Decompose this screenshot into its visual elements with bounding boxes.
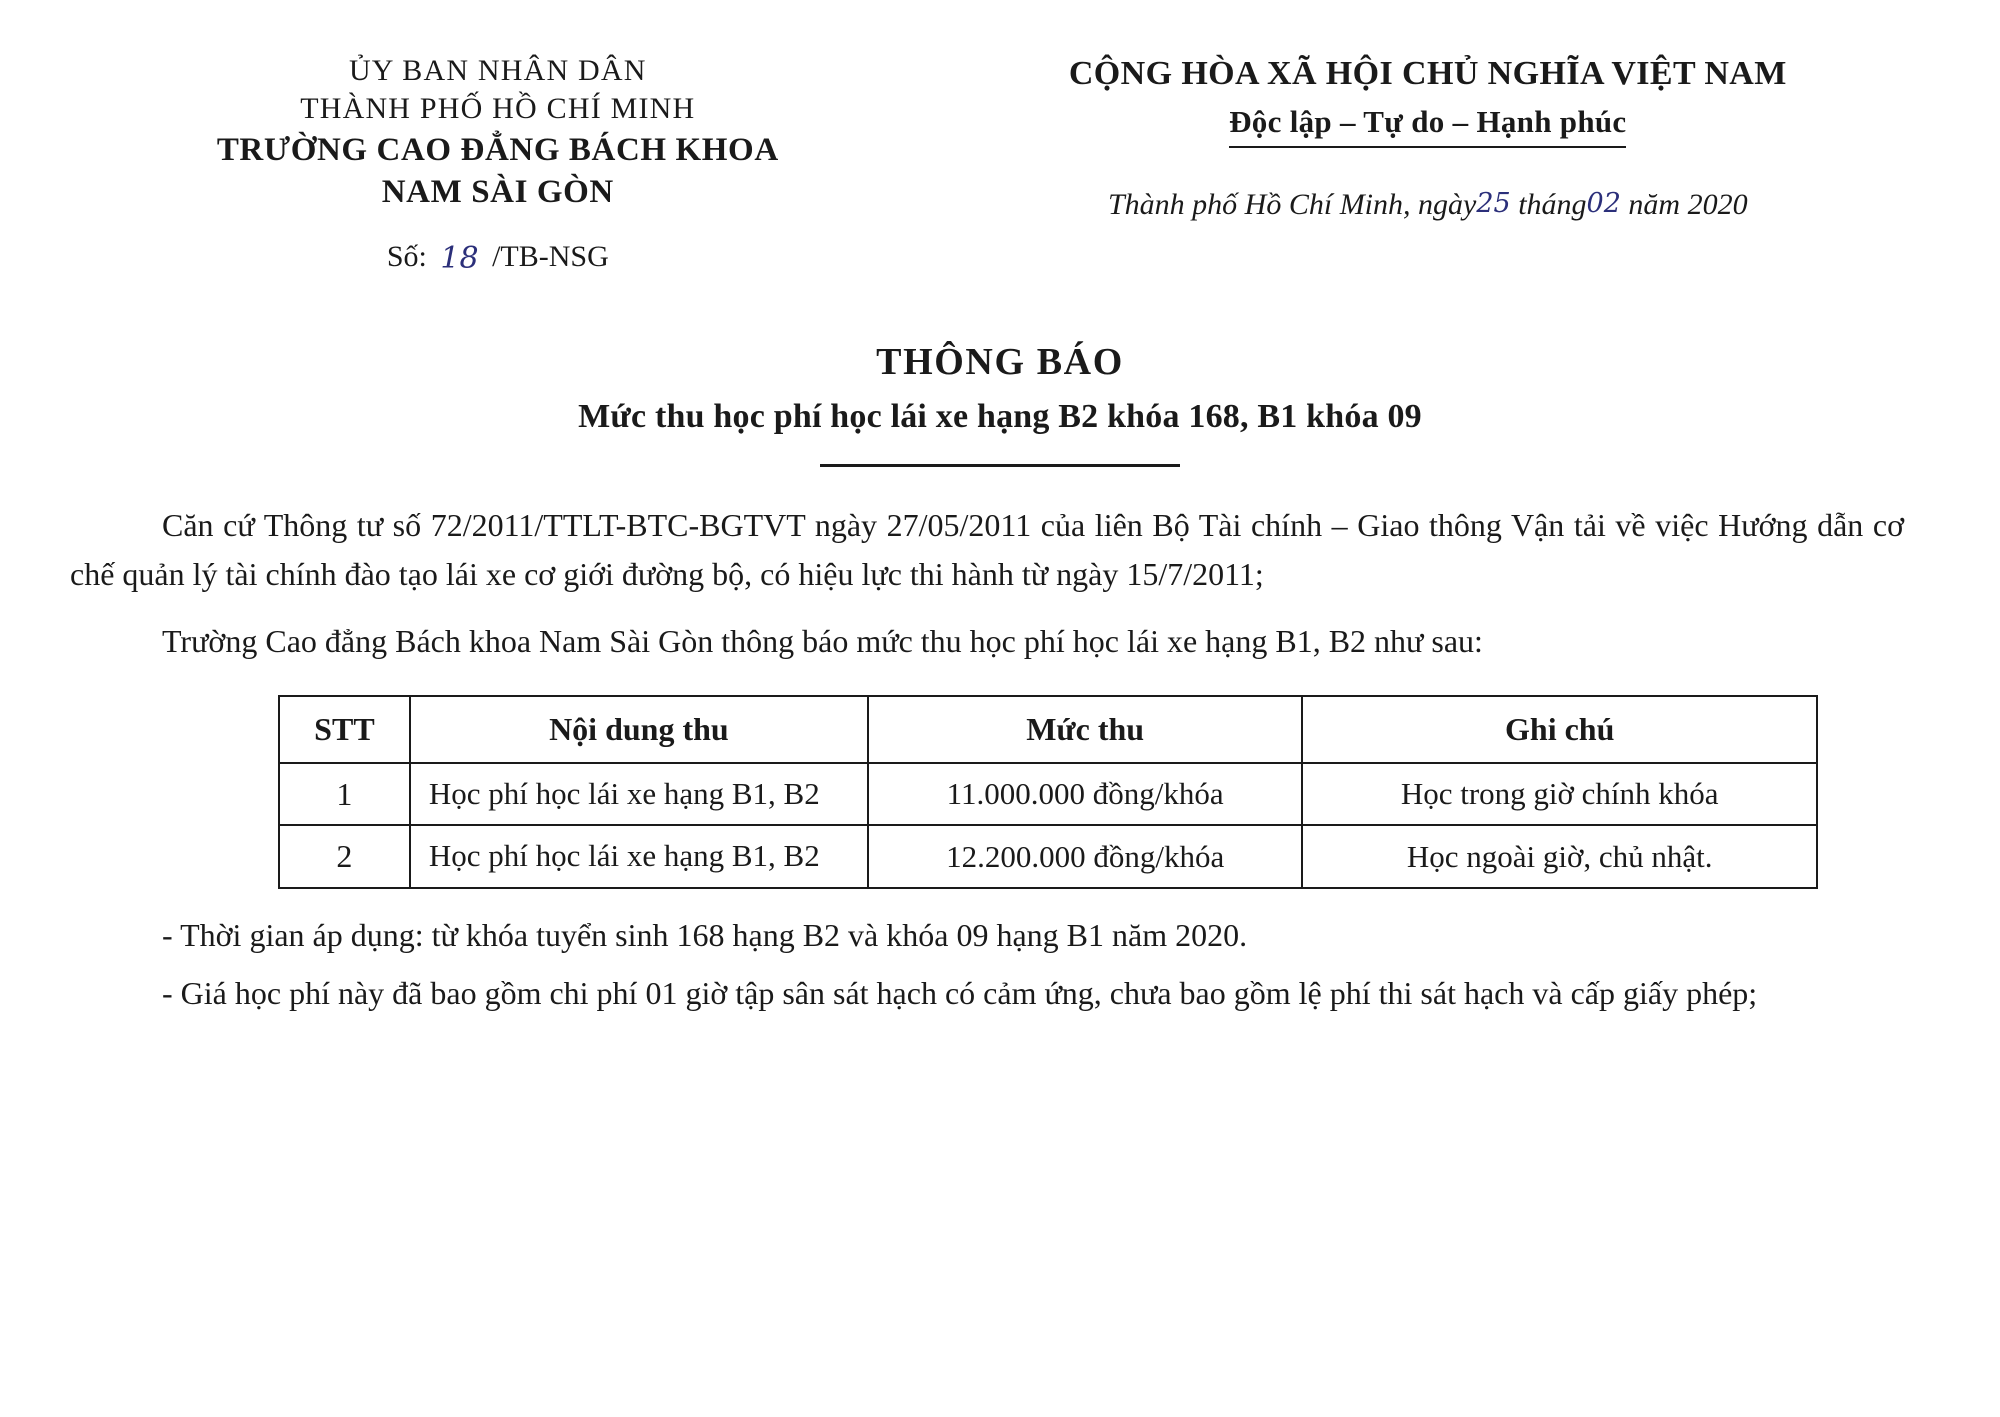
cell-muc-thu: 12.200.000 đồng/khóa <box>868 825 1302 887</box>
place-date-prefix: Thành phố Hồ Chí Minh, ngày <box>1108 188 1477 222</box>
column-header-ghi-chu: Ghi chú <box>1302 696 1817 763</box>
date-month-handwritten: 02 <box>1586 188 1621 220</box>
date-day-handwritten: 25 <box>1476 188 1511 220</box>
page-title: THÔNG BÁO <box>876 341 1124 384</box>
column-header-muc-thu: Mức thu <box>868 696 1302 763</box>
place-date-row <box>926 188 1930 222</box>
note-item: - Thời gian áp dụng: từ khóa tuyển sinh 168 hạng B2 và khóa 09 hạng B1 năm 2020. <box>162 916 1248 953</box>
table-row <box>279 763 1817 825</box>
legal-basis-paragraph: Căn cứ Thông tư số 72/2011/TTLT-BTC-BGTVT ngày 27/05/2011 của liên Bộ Tài chính – Giao thông Vận tải về việc Hướng dẫn cơ chế quản lý tài chính đào tạo lái xe cơ giới đường bộ, có hiệu lực thi hành từ ngày 15/7/2011; <box>70 507 1904 592</box>
national-heading-block <box>926 40 1930 222</box>
school-name-line-2: NAM SÀI GÒN <box>381 174 614 211</box>
title-divider <box>820 464 1180 467</box>
document-number-row <box>70 239 926 277</box>
cell-muc-thu: 11.000.000 đồng/khóa <box>868 763 1302 825</box>
document-number-suffix: /TB-NSG <box>492 240 609 274</box>
cell-stt: 2 <box>279 825 410 887</box>
document-number-handwritten: 18 <box>440 241 479 277</box>
page-subtitle: Mức thu học phí học lái xe hạng B2 khóa 168, B1 khóa 09 <box>578 398 1422 436</box>
body-text <box>0 501 2000 665</box>
notes-block <box>0 911 2000 1018</box>
document-number-label: Số: <box>386 240 427 274</box>
date-year-label: năm 2020 <box>1628 188 1748 222</box>
document-header <box>0 0 2000 277</box>
cell-stt: 1 <box>279 763 410 825</box>
national-title: CỘNG HÒA XÃ HỘI CHỦ NGHĨA VIỆT NAM <box>1068 55 1787 92</box>
cell-noi-dung-thu: Học phí học lái xe hạng B1, B2 <box>410 763 868 825</box>
note-item: - Giá học phí này đã bao gồm chi phí 01 giờ tập sân sát hạch có cảm ứng, chưa bao gồm lệ phí thi sát hạch và cấp giấy phép; <box>162 975 1758 1012</box>
cell-noi-dung-thu: Học phí học lái xe hạng B1, B2 <box>410 825 868 887</box>
authority-line-1: ỦY BAN NHÂN DÂN <box>348 54 647 87</box>
column-header-noi-dung-thu: Nội dung thu <box>410 696 868 763</box>
national-motto: Độc lập – Tự do – Hạnh phúc <box>1229 104 1626 148</box>
cell-ghi-chu: Học ngoài giờ, chủ nhật. <box>1302 825 1817 887</box>
column-header-stt: STT <box>279 696 410 763</box>
title-block <box>0 340 2000 467</box>
table-row <box>279 825 1817 887</box>
cell-ghi-chu: Học trong giờ chính khóa <box>1302 763 1817 825</box>
table-header-row <box>279 696 1817 763</box>
school-name-line-1: TRƯỜNG CAO ĐẲNG BÁCH KHOA <box>216 131 779 168</box>
announcement-paragraph: Trường Cao đẳng Bách khoa Nam Sài Gòn thông báo mức thu học phí học lái xe hạng B1, B2 như sau: <box>162 622 1483 659</box>
fee-table <box>278 695 1818 889</box>
date-month-label: tháng <box>1518 188 1587 222</box>
authority-line-2: THÀNH PHỐ HỒ CHÍ MINH <box>300 92 696 126</box>
issuing-authority-block <box>70 40 926 277</box>
